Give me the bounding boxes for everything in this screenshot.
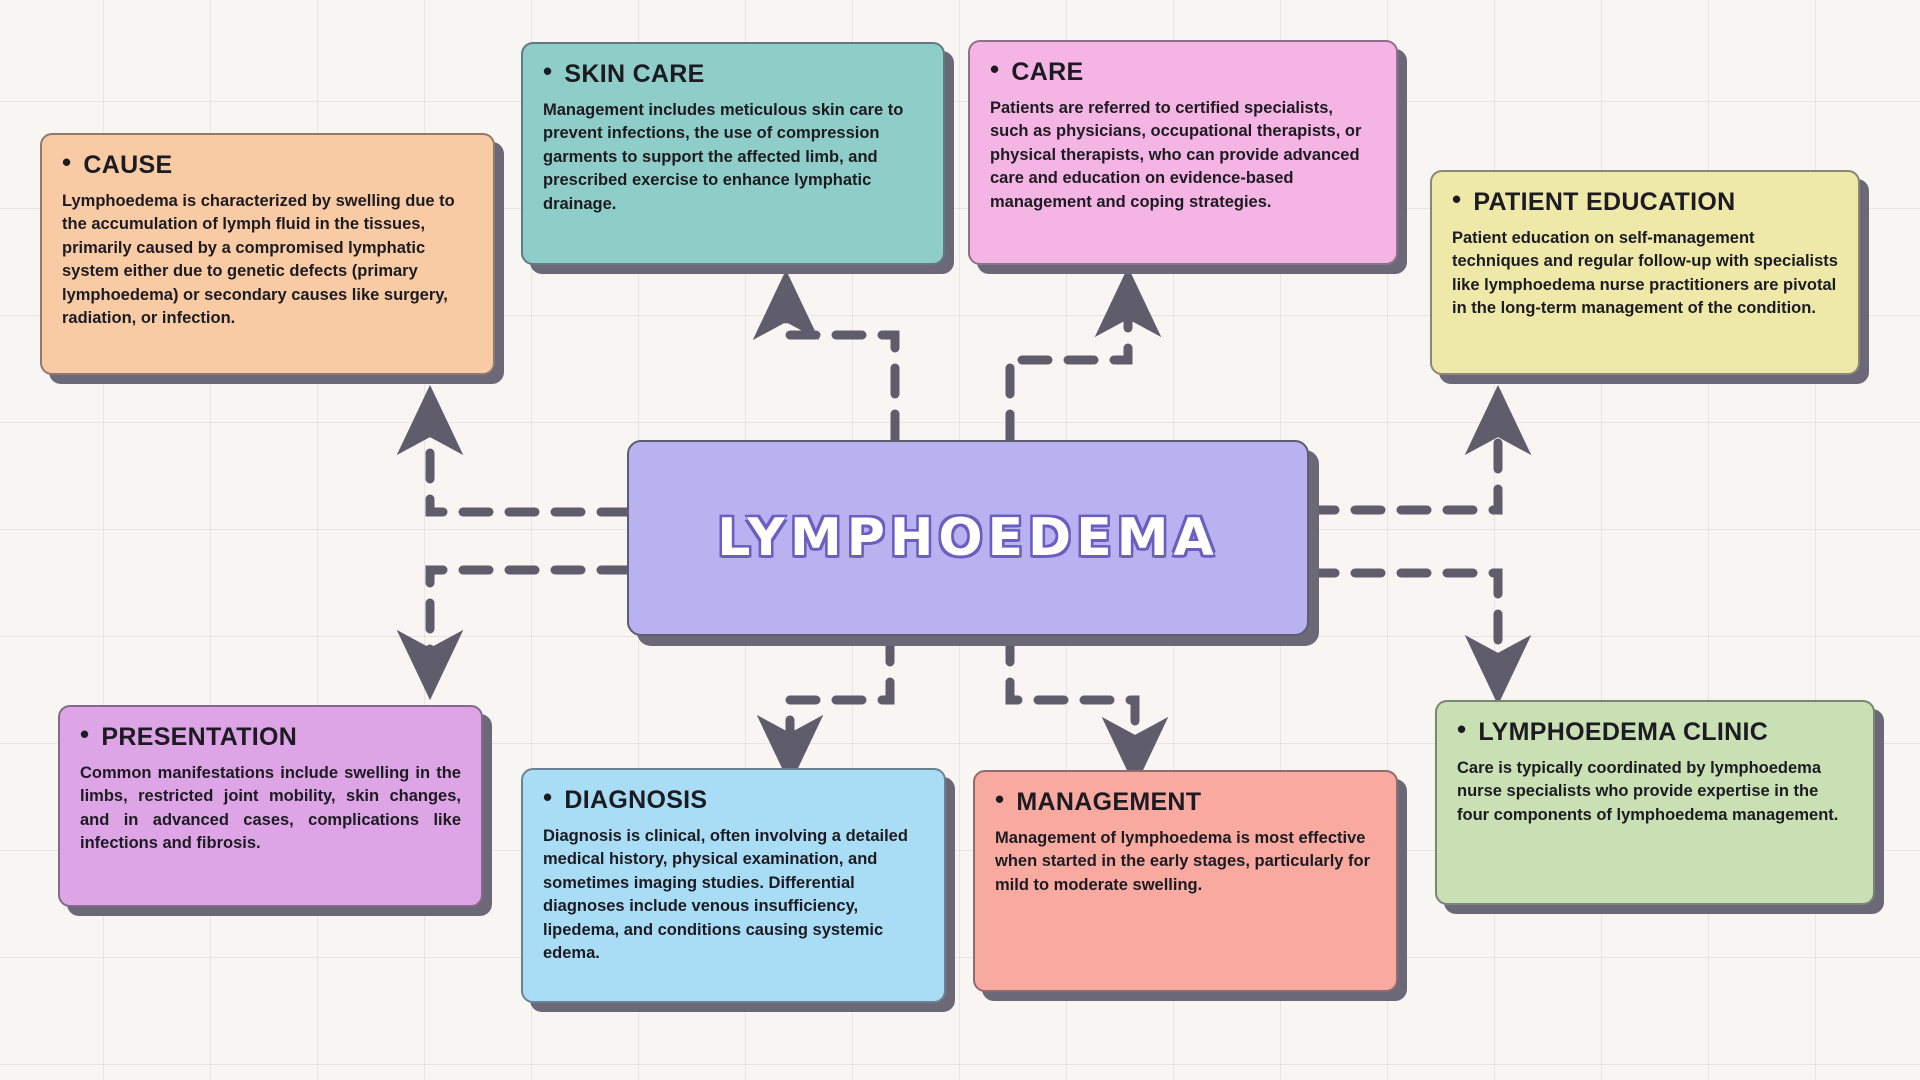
center-title-text: LYMPHOEDEMA [717,508,1219,568]
bullet-icon: • [80,719,90,749]
node-care-body: Patients are referred to certified specialists, such as physicians, occupational therapists, or physical therapists, who can provide advanced care and education on evidence-based management and coping strategies. [990,99,1362,211]
node-management-title [995,784,1376,817]
node-lymphoedema-clinic[interactable] [1435,700,1875,905]
node-patient-education-title [1452,184,1838,217]
bullet-icon: • [543,56,553,86]
edge-center-care [1010,302,1128,440]
node-management-title-text: MANAGEMENT [1016,788,1202,816]
edge-center-patienteducation [1309,420,1498,510]
node-skin-care-title [543,56,923,89]
node-management[interactable] [973,770,1398,992]
bullet-icon: • [990,54,1000,84]
bullet-icon: • [1457,714,1467,744]
edge-center-cause [430,420,627,512]
bullet-icon: • [1452,184,1462,214]
node-cause[interactable] [40,133,495,375]
node-diagnosis-title-text: DIAGNOSIS [564,786,708,814]
bullet-icon: • [62,147,72,177]
bullet-icon: • [543,782,553,812]
node-lymphoedema-clinic-title-text: LYMPHOEDEMA CLINIC [1478,718,1769,746]
node-care[interactable] [968,40,1398,265]
bullet-icon: • [995,784,1005,814]
node-patient-education-body: Patient education on self-management techniques and regular follow-up with specialists like lymphoedema nurse practitioners are pivotal in the long-term management of the condition. [1452,229,1838,318]
node-cause-title-text: CAUSE [83,151,173,179]
node-lymphoedema-clinic-body: Care is typically coordinated by lymphoedema nurse specialists who provide expertise in the four components of lymphoedema management. [1457,759,1839,824]
node-skin-care-title-text: SKIN CARE [564,60,705,88]
node-skin-care-body: Management includes meticulous skin care to prevent infections, the use of compression garments to support the affected limb, and prescribed exercise to enhance lymphatic drainage. [543,101,904,213]
edge-center-presentation [430,570,627,665]
edge-center-diagnosis [790,636,890,750]
node-presentation-body: Common manifestations include swelling in the limbs, restricted joint mobility, skin changes, and in advanced cases, complications like infections and fibrosis. [80,764,461,853]
node-cause-body: Lymphoedema is characterized by swelling due to the accumulation of lymph fluid in the tissues, primarily caused by a compromised lymphatic system either due to genetic defects (primary lymphoedema) or secondary causes like surgery, radiation, or infection. [62,192,455,328]
node-lymphoedema-clinic-title [1457,714,1853,747]
node-cause-title [62,147,473,180]
node-presentation[interactable] [58,705,483,907]
node-presentation-title-text: PRESENTATION [101,723,298,751]
node-patient-education-title-text: PATIENT EDUCATION [1473,188,1736,216]
node-patient-education[interactable] [1430,170,1860,375]
edge-center-clinic [1309,573,1498,670]
edge-center-skincare [786,305,895,440]
edge-center-management [1010,636,1135,752]
node-center-lymphoedema[interactable] [627,440,1309,636]
node-skin-care[interactable] [521,42,945,265]
node-diagnosis-body: Diagnosis is clinical, often involving a detailed medical history, physical examination, and sometimes imaging studies. Differential diagnoses include venous insufficiency, lipedema, and conditions causing systemic edema. [543,827,908,963]
node-care-title [990,54,1376,87]
node-diagnosis[interactable] [521,768,946,1003]
node-care-title-text: CARE [1011,58,1084,86]
node-diagnosis-title [543,782,924,815]
node-management-body: Management of lymphoedema is most effective when started in the early stages, particularly for mild to moderate swelling. [995,829,1371,894]
node-presentation-title [80,719,461,752]
